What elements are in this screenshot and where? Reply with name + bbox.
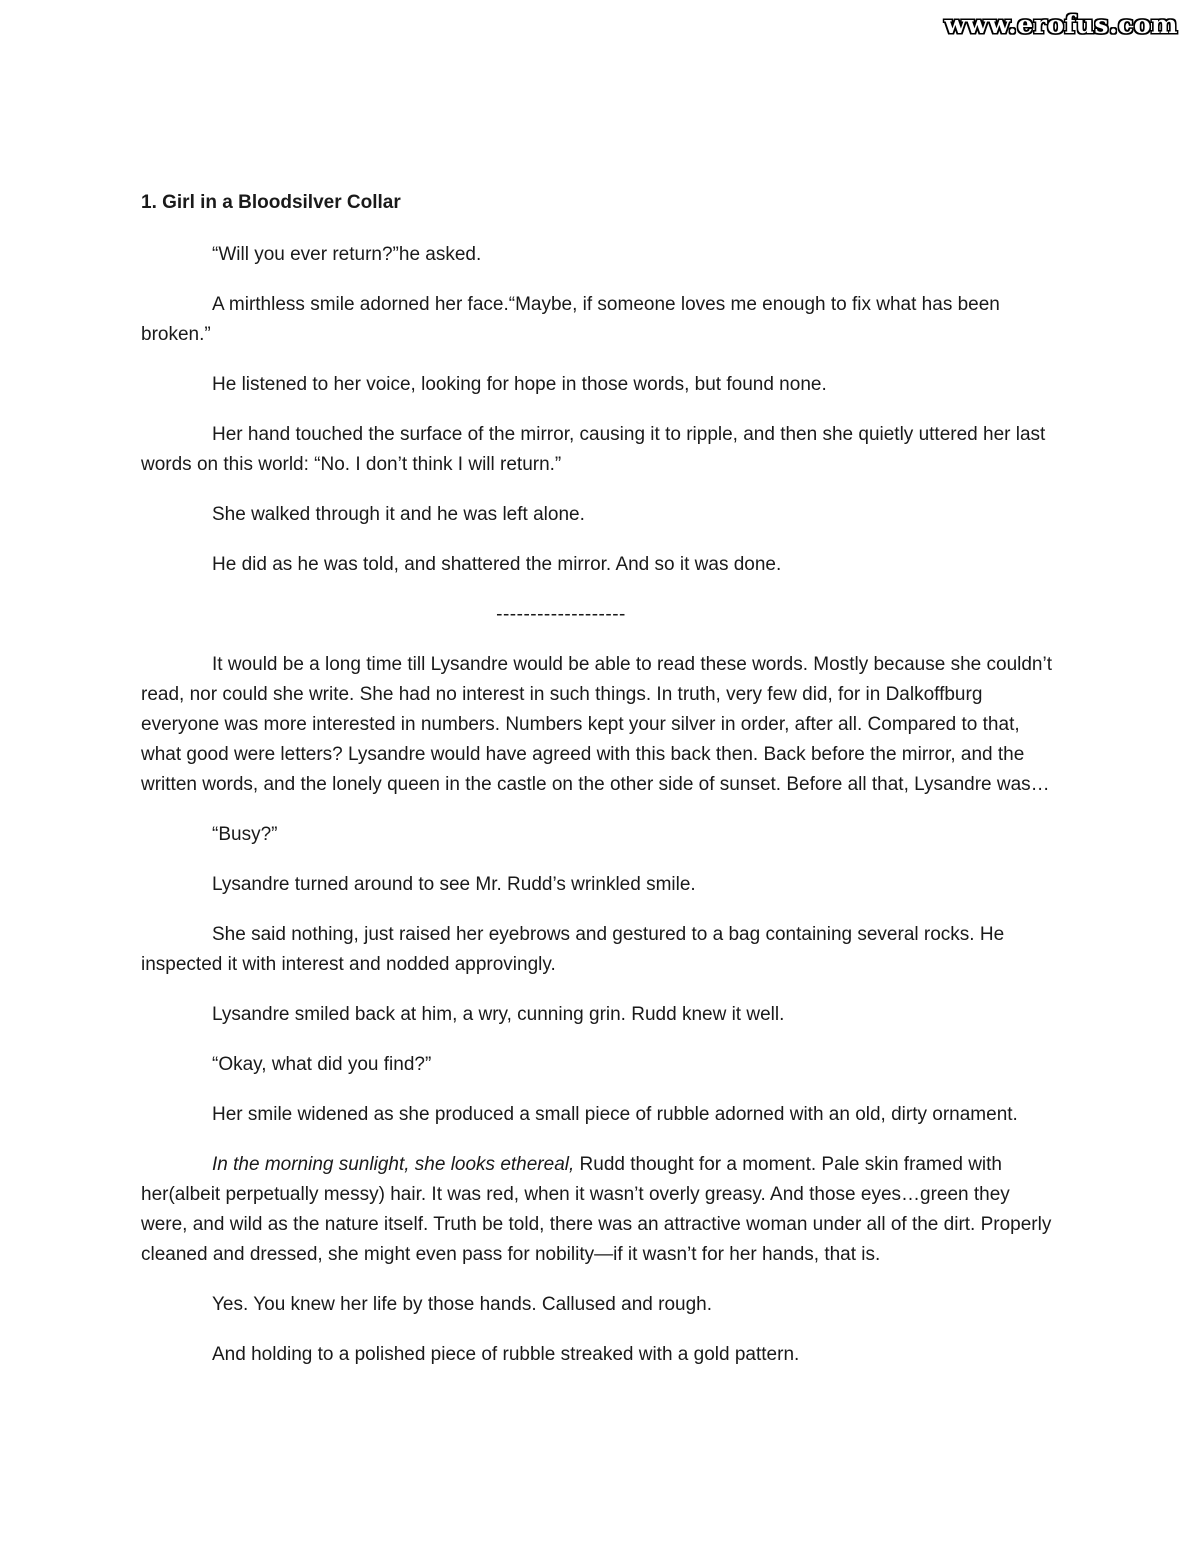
- italic-thought: In the morning sunlight, she looks ethereal,: [212, 1154, 575, 1175]
- paragraph: Lysandre smiled back at him, a wry, cunning grin. Rudd knew it well.: [212, 1004, 785, 1025]
- paragraph: And holding to a polished piece of rubble streaked with a gold pattern.: [212, 1344, 800, 1365]
- paragraph: It would be a long time till Lysandre would be able to read these words. Mostly because she couldn’t read, nor could she write. She had no interest in such things. In truth, very few did, for in Dalkoffburg everyone was more interested in numbers. Numbers kept your silver in order, after all. Compared to that, what good were letters? Lysandre would have agreed with this back then. Back before the mirror, and the written words, and the lonely queen in the castle on the other side of sunset. Before all that, Lysandre was…: [141, 654, 1052, 795]
- story-body: [141, 240, 1061, 1390]
- chapter-title: 1. Girl in a Bloodsilver Collar: [141, 192, 401, 213]
- paragraph: She walked through it and he was left alone.: [212, 504, 585, 525]
- paragraph-italic-intro: [141, 1150, 1061, 1270]
- paragraph-rest: Rudd thought for a moment. Pale skin framed with her(albeit perpetually messy) hair. It was red, when it wasn’t overly greasy. And those eyes…green they were, and wild as the nature itself. Truth be told, there was an attractive woman under all of the dirt. Properly cleaned and dressed, she might even pass for nobility—if it wasn’t for her hands, that is.: [141, 1154, 1052, 1265]
- paragraph: “Busy?”: [212, 824, 278, 845]
- paragraph: Her hand touched the surface of the mirror, causing it to ripple, and then she quietly uttered her last words on this world: “No. I don’t think I will return.”: [141, 424, 1046, 475]
- paragraph: A mirthless smile adorned her face.“Maybe, if someone loves me enough to fix what has been broken.”: [141, 294, 1000, 345]
- paragraph: Yes. You knew her life by those hands. Callused and rough.: [212, 1294, 712, 1315]
- paragraph: Lysandre turned around to see Mr. Rudd’s wrinkled smile.: [212, 874, 696, 895]
- paragraph: He did as he was told, and shattered the mirror. And so it was done.: [212, 554, 782, 575]
- paragraph: She said nothing, just raised her eyebrows and gestured to a bag containing several rocks. He inspected it with interest and nodded approvingly.: [141, 924, 1005, 975]
- paragraph: Her smile widened as she produced a small piece of rubble adorned with an old, dirty ornament.: [212, 1104, 1018, 1125]
- paragraph: He listened to her voice, looking for hope in those words, but found none.: [212, 374, 827, 395]
- site-watermark: www.erofus.com: [944, 10, 1178, 39]
- paragraph: “Okay, what did you find?”: [212, 1054, 432, 1075]
- scene-separator: -------------------: [496, 604, 626, 625]
- paragraph: “Will you ever return?”he asked.: [212, 244, 482, 265]
